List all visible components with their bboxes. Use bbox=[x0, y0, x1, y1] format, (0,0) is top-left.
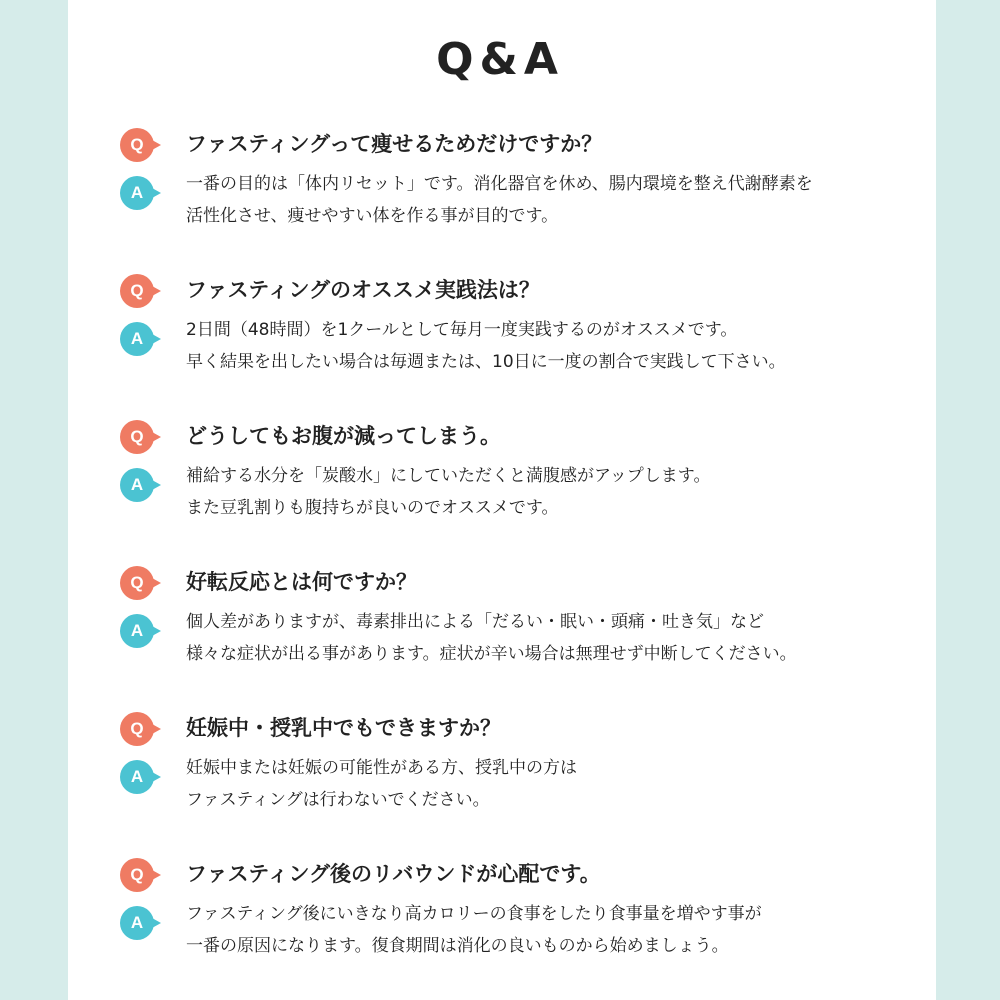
a-badge-icon: A bbox=[120, 760, 154, 794]
qa-item bbox=[0, 704, 1000, 850]
qa-list bbox=[0, 120, 1000, 996]
a-badge-icon: A bbox=[120, 468, 154, 502]
q-badge-icon: Q bbox=[120, 858, 154, 892]
q-badge-icon: Q bbox=[120, 566, 154, 600]
question-text: ファスティングって痩せるためだけですか？ bbox=[186, 132, 603, 156]
q-badge-icon: Q bbox=[120, 274, 154, 308]
qa-item bbox=[0, 558, 1000, 704]
answer-line: 様々な症状が出る事があります。症状が辛い場合は無理せず中断してください。 bbox=[186, 644, 797, 664]
qa-item bbox=[0, 850, 1000, 996]
answer-text bbox=[186, 752, 906, 816]
answer-line: 一番の目的は「体内リセット」です。消化器官を休め、腸内環境を整え代謝酵素を bbox=[186, 174, 813, 194]
answer-line: 2日間（48時間）を1クールとして毎月一度実践するのがオススメです。 bbox=[186, 320, 738, 340]
answer-line: 妊娠中または妊娠の可能性がある方、授乳中の方は bbox=[186, 758, 577, 778]
answer-line: 早く結果を出したい場合は毎週または、10日に一度の割合で実践して下さい。 bbox=[186, 352, 786, 372]
q-badge-icon: Q bbox=[120, 128, 154, 162]
question-text: ファスティング後のリバウンドが心配です。 bbox=[186, 862, 601, 886]
qa-item bbox=[0, 266, 1000, 412]
question-text: 妊娠中・授乳中でもできますか？ bbox=[186, 716, 501, 740]
answer-line: ファスティング後にいきなり高カロリーの食事をしたり食事量を増やす事が bbox=[186, 904, 762, 924]
answer-text bbox=[186, 314, 906, 378]
answer-line: 活性化させ、痩せやすい体を作る事が目的です。 bbox=[186, 206, 559, 226]
answer-text bbox=[186, 460, 906, 524]
answer-line: 個人差がありますが、毒素排出による「だるい・眠い・頭痛・吐き気」など bbox=[186, 612, 764, 632]
question-text: どうしてもお腹が減ってしまう。 bbox=[186, 424, 501, 448]
answer-text bbox=[186, 606, 906, 670]
qa-item bbox=[0, 412, 1000, 558]
question-text: 好転反応とは何ですか？ bbox=[186, 570, 417, 594]
answer-text bbox=[186, 168, 906, 232]
question-text: ファスティングのオススメ実践法は？ bbox=[186, 278, 540, 302]
q-badge-icon: Q bbox=[120, 712, 154, 746]
answer-line: 補給する水分を「炭酸水」にしていただくと満腹感がアップします。 bbox=[186, 466, 711, 486]
answer-line: 一番の原因になります。復食期間は消化の良いものから始めましょう。 bbox=[186, 936, 729, 956]
a-badge-icon: A bbox=[120, 322, 154, 356]
q-badge-icon: Q bbox=[120, 420, 154, 454]
answer-text bbox=[186, 898, 906, 962]
a-badge-icon: A bbox=[120, 614, 154, 648]
a-badge-icon: A bbox=[120, 906, 154, 940]
qa-item bbox=[0, 120, 1000, 266]
page-title: Q&A bbox=[436, 34, 564, 85]
answer-line: また豆乳割りも腹持ちが良いのでオススメです。 bbox=[186, 498, 559, 518]
a-badge-icon: A bbox=[120, 176, 154, 210]
answer-line: ファスティングは行わないでください。 bbox=[186, 790, 490, 810]
